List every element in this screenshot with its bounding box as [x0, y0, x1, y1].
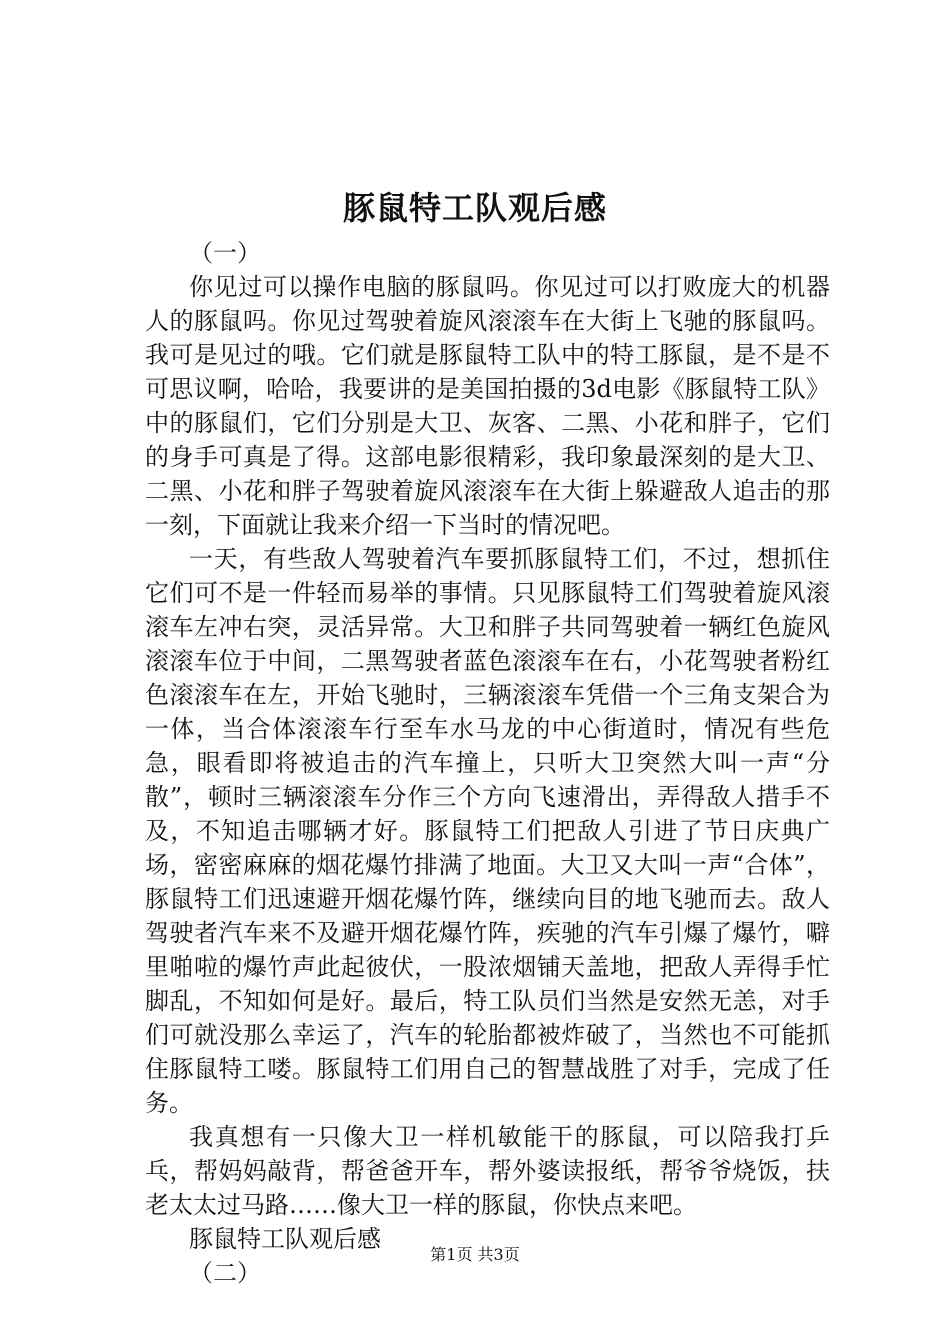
document-body — [145, 236, 830, 1290]
paragraph-2: 一天，有些敌人驾驶着汽车要抓豚鼠特工们，不过，想抓住它们可不是一件轻而易举的事情。只见豚鼠特工们驾驶着旋风滚滚车左冲右突，灵活异常。大卫和胖子共同驾驶着一辆红色旋风滚滚车位于中间，二黑驾驶者蓝色滚滚车在右，小花驾驶者粉红色滚滚车在左，开始飞驰时，三辆滚滚车凭借一个三角支架合为一体，当合体滚滚车行至车水马龙的中心街道时，情况有些危急，眼看即将被追击的汽车撞上，只听大卫突然大叫一声“分散”，顿时三辆滚滚车分作三个方向飞速滑出，弄得敌人措手不及，不知追击哪辆才好。豚鼠特工们把敌人引进了节日庆典广场，密密麻麻的烟花爆竹排满了地面。大卫又大叫一声“合体”，豚鼠特工们迅速避开烟花爆竹阵，继续向目的地飞驰而去。敌人驾驶者汽车来不及避开烟花爆竹阵，疾驰的汽车引爆了爆竹，噼里啪啦的爆竹声此起彼伏，一股浓烟铺天盖地，把敌人弄得手忙脚乱，不知如何是好。最后，特工队员们当然是安然无恙，对手们可就没那么幸运了，汽车的轮胎都被炸破了，当然也不可能抓住豚鼠特工喽。豚鼠特工们用自己的智慧战胜了对手，完成了任务。 — [145, 545, 830, 1117]
section-heading-2: （二） — [189, 1259, 261, 1287]
paragraph-3: 我真想有一只像大卫一样机敏能干的豚鼠，可以陪我打乒乓，帮妈妈敲背，帮爸爸开车，帮外婆读报纸，帮爷爷烧饭，扶老太太过马路……像大卫一样的豚鼠，你快点来吧。 — [145, 1123, 830, 1219]
page-footer: 第1页 共3页 — [430, 1245, 520, 1264]
paragraph-1: 你见过可以操作电脑的豚鼠吗。你见过可以打败庞大的机器人的豚鼠吗。你见过驾驶着旋风滚滚车在大街上飞驰的豚鼠吗。我可是见过的哦。它们就是豚鼠特工队中的特工豚鼠，是不是不可思议啊，哈哈，我要讲的是美国拍摄的3d电影《豚鼠特工队》中的豚鼠们，它们分别是大卫、灰客、二黑、小花和胖子，它们的身手可真是了得。这部电影很精彩，我印象最深刻的是大卫、二黑、小花和胖子驾驶着旋风滚滚车在大街上躲避敌人追击的那一刻，下面就让我来介绍一下当时的情况吧。 — [145, 273, 830, 539]
repeated-title-line: 豚鼠特工队观后感 — [189, 1225, 381, 1253]
section-heading-1: （一） — [189, 239, 261, 267]
document-title: 豚鼠特工队观后感 — [342, 189, 607, 227]
